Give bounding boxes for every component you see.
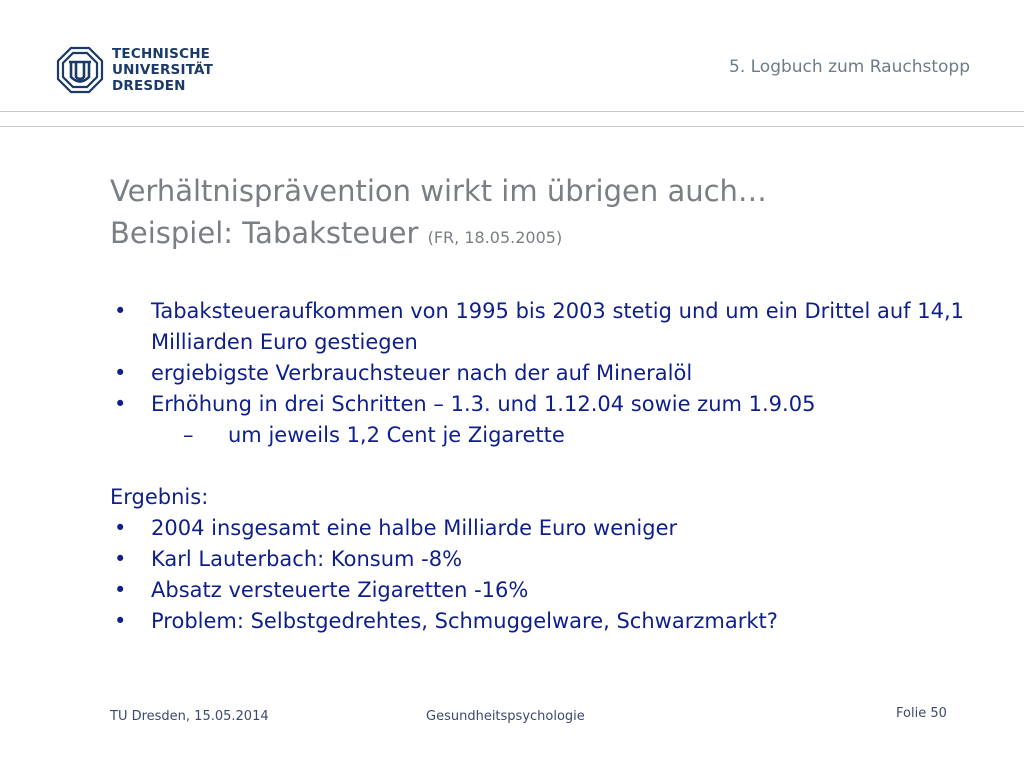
title-line-1: Verhältnisprävention wirkt im übrigen auch… bbox=[110, 174, 767, 208]
results-list bbox=[110, 513, 990, 637]
footer-course: Gesundheitspsychologie bbox=[426, 709, 585, 724]
list-item-text: Problem: Selbstgedrehtes, Schmuggelware, Schwarzmarkt? bbox=[151, 609, 778, 633]
list-item bbox=[110, 544, 990, 575]
title-topic: Beispiel: Tabaksteuer bbox=[110, 216, 419, 250]
logo-line: UNIVERSITÄT bbox=[112, 62, 214, 78]
title-source: (FR, 18.05.2005) bbox=[427, 228, 563, 247]
footer-date: TU Dresden, 15.05.2014 bbox=[110, 709, 269, 724]
footer-slide-number: Folie 50 bbox=[896, 706, 947, 721]
list-item bbox=[110, 358, 990, 389]
logo-line: DRESDEN bbox=[112, 78, 186, 94]
bullet-icon: • bbox=[114, 299, 127, 323]
header-divider bbox=[0, 111, 1024, 112]
bullet-icon: • bbox=[114, 361, 127, 385]
list-item-text: Absatz versteuerte Zigaretten -16% bbox=[151, 578, 529, 602]
list-item bbox=[110, 296, 990, 358]
list-item bbox=[110, 575, 990, 606]
list-item-text: Erhöhung in drei Schritten – 1.3. und 1.12.04 sowie zum 1.9.05 bbox=[151, 392, 816, 416]
list-item-text: Karl Lauterbach: Konsum -8% bbox=[151, 547, 463, 571]
header-divider-secondary bbox=[0, 126, 1024, 127]
list-item-text: um jeweils 1,2 Cent je Zigarette bbox=[228, 423, 565, 447]
bullet-list bbox=[110, 296, 990, 451]
list-item bbox=[110, 606, 990, 637]
slide-body bbox=[110, 296, 990, 637]
list-item-text: 2004 insgesamt eine halbe Milliarde Euro weniger bbox=[151, 516, 678, 540]
list-item bbox=[110, 513, 990, 544]
logo-wordmark bbox=[112, 46, 213, 94]
bullet-icon: • bbox=[114, 547, 127, 571]
spacer bbox=[110, 451, 990, 482]
results-label: Ergebnis: bbox=[110, 485, 209, 509]
bullet-icon: • bbox=[114, 609, 127, 633]
list-item-text: Tabaksteueraufkommen von 1995 bis 2003 stetig und um ein Drittel auf 14,1 Milliarden Euro gestiegen bbox=[151, 299, 964, 354]
dash-icon: – bbox=[183, 423, 194, 447]
logo-line: TECHNISCHE bbox=[112, 46, 211, 62]
section-title: 5. Logbuch zum Rauchstopp bbox=[729, 57, 970, 77]
tu-dresden-emblem-icon bbox=[56, 46, 104, 94]
bullet-icon: • bbox=[114, 392, 127, 416]
title-line-2 bbox=[110, 212, 767, 259]
bullet-icon: • bbox=[114, 578, 127, 602]
slide-title bbox=[110, 170, 767, 259]
bullet-icon: • bbox=[114, 516, 127, 540]
list-item-text: ergiebigste Verbrauchsteuer nach der auf Mineralöl bbox=[151, 361, 693, 385]
sub-list-item bbox=[110, 420, 990, 451]
tu-dresden-logo bbox=[56, 46, 213, 94]
list-item bbox=[110, 389, 990, 420]
